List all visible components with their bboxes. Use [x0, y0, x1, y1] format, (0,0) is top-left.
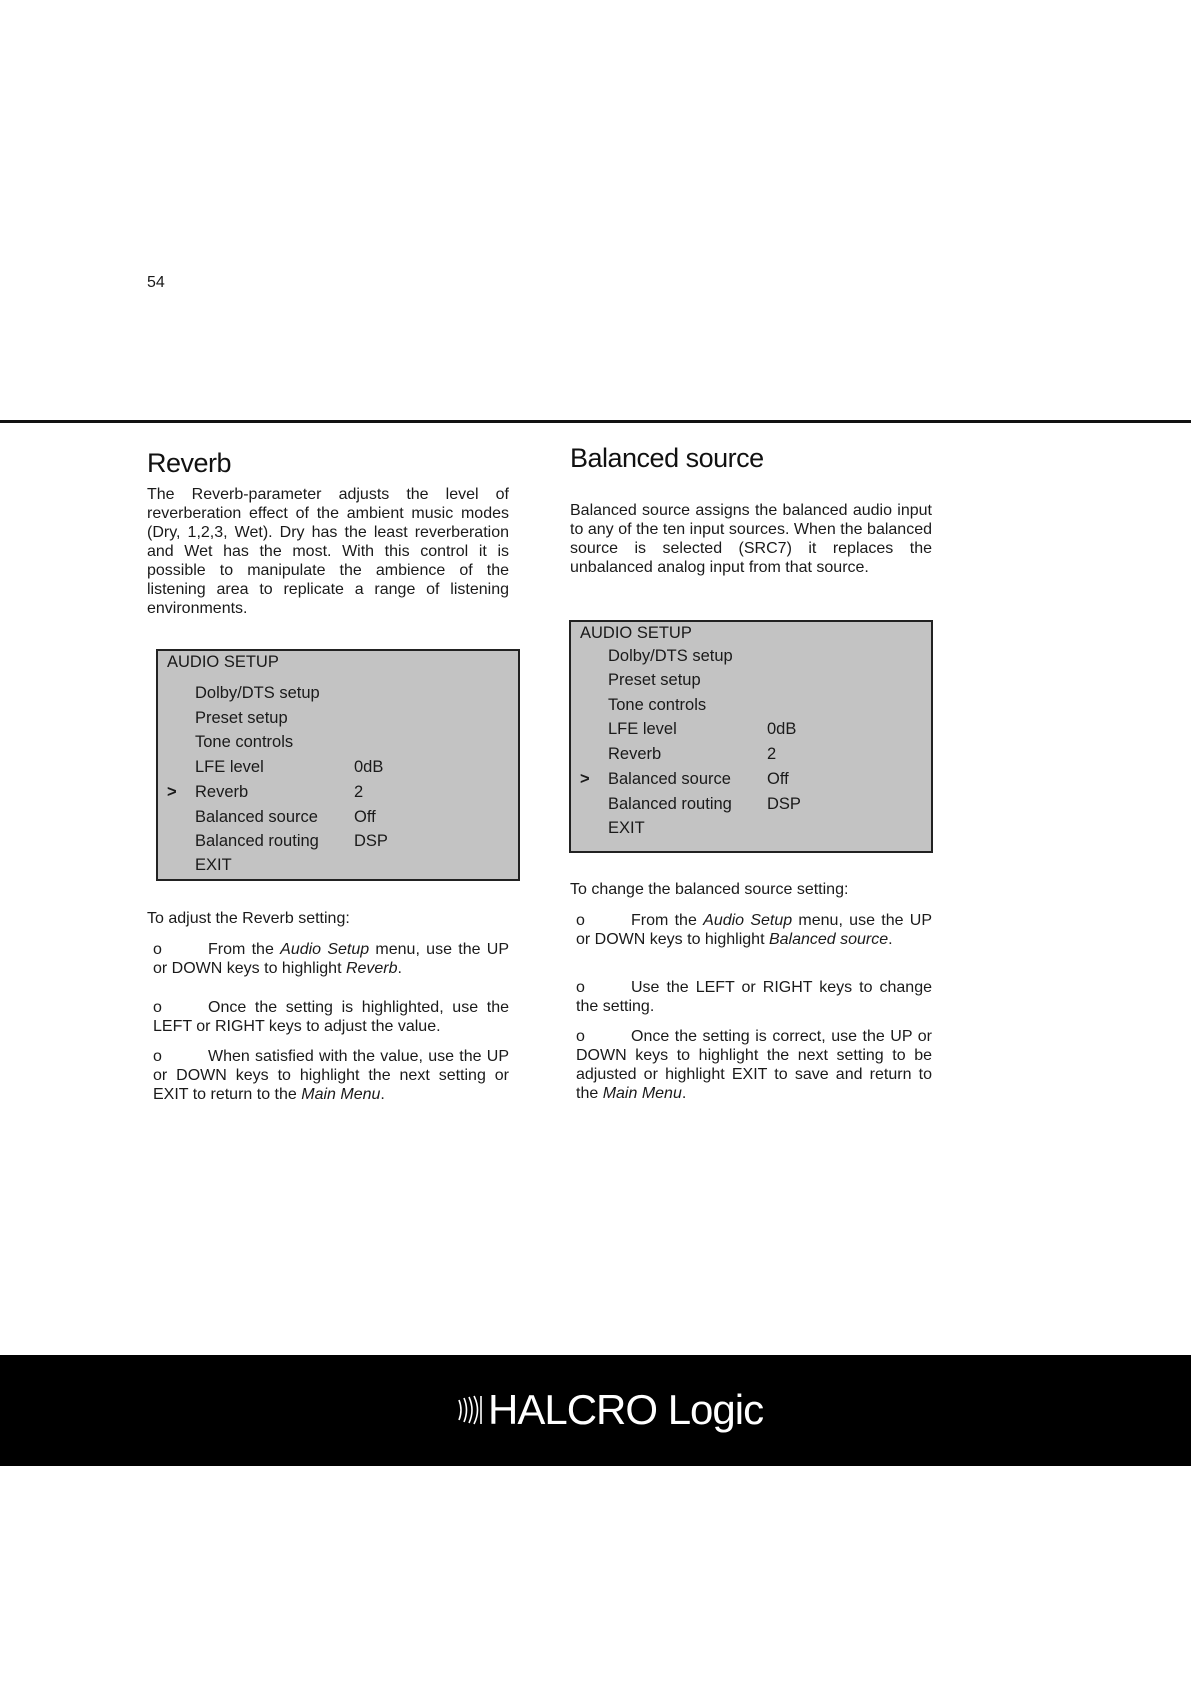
step-text: Use the LEFT or RIGHT keys to change the setting.: [576, 979, 932, 1015]
step-text: menu, use the UP or DOWN keys to highlight: [576, 912, 933, 948]
brand-name: HALCRO Logic: [488, 1386, 764, 1433]
menu-item-selected: [158, 783, 518, 807]
menu-item-label: LFE level: [195, 758, 264, 776]
step-text: .: [888, 931, 893, 948]
step-text: Once the setting is correct, use the UP or DOWN keys to highlight the next setting to be adjusted or highlight EXIT to save and return to the: [576, 1028, 932, 1102]
bullet: o: [576, 1028, 585, 1045]
menu-item-selected: [571, 770, 931, 794]
menu-item-label: Preset setup: [608, 671, 701, 689]
step-item: [576, 911, 932, 949]
steps-intro: To adjust the Reverb setting:: [147, 910, 350, 927]
step-text: Once the setting is highlighted, use the LEFT or RIGHT keys to adjust the value.: [153, 999, 509, 1035]
menu-item-label: Balanced routing: [608, 795, 732, 813]
menu-item: [571, 671, 931, 695]
menu-item-value: 2: [354, 783, 364, 801]
menu-item: [571, 819, 931, 843]
menu-item-label: Reverb: [608, 745, 662, 763]
menu-item-label: Dolby/DTS setup: [608, 647, 733, 665]
audio-setup-menu-reverb: [156, 649, 520, 881]
menu-item: [571, 745, 931, 769]
step-emphasis: Reverb: [345, 960, 398, 977]
step-text: From the: [631, 912, 704, 929]
menu-item-label: EXIT: [195, 856, 232, 874]
section-heading-reverb: Reverb: [147, 448, 232, 478]
step-emphasis: Audio Setup: [280, 941, 370, 958]
menu-item-label: Balanced routing: [195, 832, 319, 850]
step-emphasis: Balanced source: [768, 931, 889, 948]
menu-item-label: LFE level: [608, 720, 677, 738]
menu-item: [571, 647, 931, 671]
reverb-description: The Reverb-parameter adjusts the level of reverberation effect of the ambient music modes (Dry, 1,2,3, Wet). Dry has the least reverberation and Wet has the most. With this control it is possible to manipulate the ambience of the listening area to replicate a range of listening environments.: [147, 486, 509, 617]
menu-item-value: 0dB: [354, 758, 384, 776]
menu-item-label: Reverb: [195, 783, 249, 801]
menu-item: [571, 696, 931, 720]
step-text: When satisfied with the value, use the UP or DOWN keys to highlight the next setting or EXIT to return to the: [153, 1048, 509, 1103]
menu-item: [158, 684, 518, 708]
reverb-section: [147, 448, 509, 479]
top-divider: [0, 420, 1191, 423]
balanced-source-section: [570, 443, 932, 474]
cursor-indicator-icon: >: [580, 770, 590, 788]
menu-item: [571, 795, 931, 819]
footer-band: [0, 1355, 1191, 1466]
menu-item: [158, 832, 518, 856]
step-item: [576, 1027, 932, 1103]
balanced-source-description: Balanced source assigns the balanced audio input to any of the ten input sources. When the balanced source is selected (SRC7) it replaces the unbalanced analog input from that source.: [570, 502, 932, 576]
page-number: 54: [147, 274, 165, 291]
bullet: o: [153, 941, 162, 958]
menu-item-value: Off: [354, 808, 376, 826]
menu-item-value: DSP: [767, 795, 801, 813]
bullet: o: [153, 999, 162, 1016]
menu-item: [158, 758, 518, 782]
step-item: [153, 1047, 509, 1104]
halcro-wave-logo-icon: [456, 1393, 486, 1427]
step-text: .: [380, 1086, 385, 1103]
step-emphasis: Main Menu: [301, 1086, 381, 1103]
menu-item-label: Balanced source: [608, 770, 731, 788]
steps-list-reverb: [147, 940, 510, 1103]
menu-title: AUDIO SETUP: [580, 624, 692, 642]
menu-item-value: 2: [767, 745, 777, 763]
menu-item-label: EXIT: [608, 819, 645, 837]
step-emphasis: Audio Setup: [703, 912, 793, 929]
menu-item: [158, 808, 518, 832]
menu-item-label: Tone controls: [608, 696, 707, 714]
step-emphasis: Main Menu: [602, 1085, 682, 1102]
cursor-indicator-icon: >: [167, 783, 177, 801]
step-item: [576, 978, 932, 1016]
step-item: [153, 998, 509, 1036]
section-heading-balanced-source: Balanced source: [570, 443, 764, 473]
bullet: o: [576, 912, 585, 929]
step-text: .: [681, 1085, 687, 1102]
menu-item: [158, 733, 518, 757]
brand-logo: [456, 1380, 763, 1440]
step-text: .: [397, 960, 402, 977]
menu-item: [571, 720, 931, 744]
menu-item-label: Tone controls: [195, 733, 294, 751]
audio-setup-menu-balanced: [569, 620, 933, 853]
menu-item-label: Balanced source: [195, 808, 318, 826]
bullet: o: [153, 1048, 162, 1065]
steps-list-balanced: [570, 911, 932, 1111]
bullet: o: [576, 979, 585, 996]
step-text: From the: [208, 941, 281, 958]
menu-item-value: 0dB: [767, 720, 797, 738]
menu-item: [158, 856, 518, 880]
step-text: menu, use the UP or DOWN keys to highlight: [153, 941, 510, 977]
step-item: [153, 940, 509, 978]
menu-item-label: Preset setup: [195, 709, 288, 727]
menu-item-label: Dolby/DTS setup: [195, 684, 320, 702]
steps-intro: To change the balanced source setting:: [570, 881, 849, 898]
menu-item: [158, 709, 518, 733]
menu-item-value: Off: [767, 770, 789, 788]
menu-item-value: DSP: [354, 832, 388, 850]
menu-title: AUDIO SETUP: [167, 653, 279, 671]
